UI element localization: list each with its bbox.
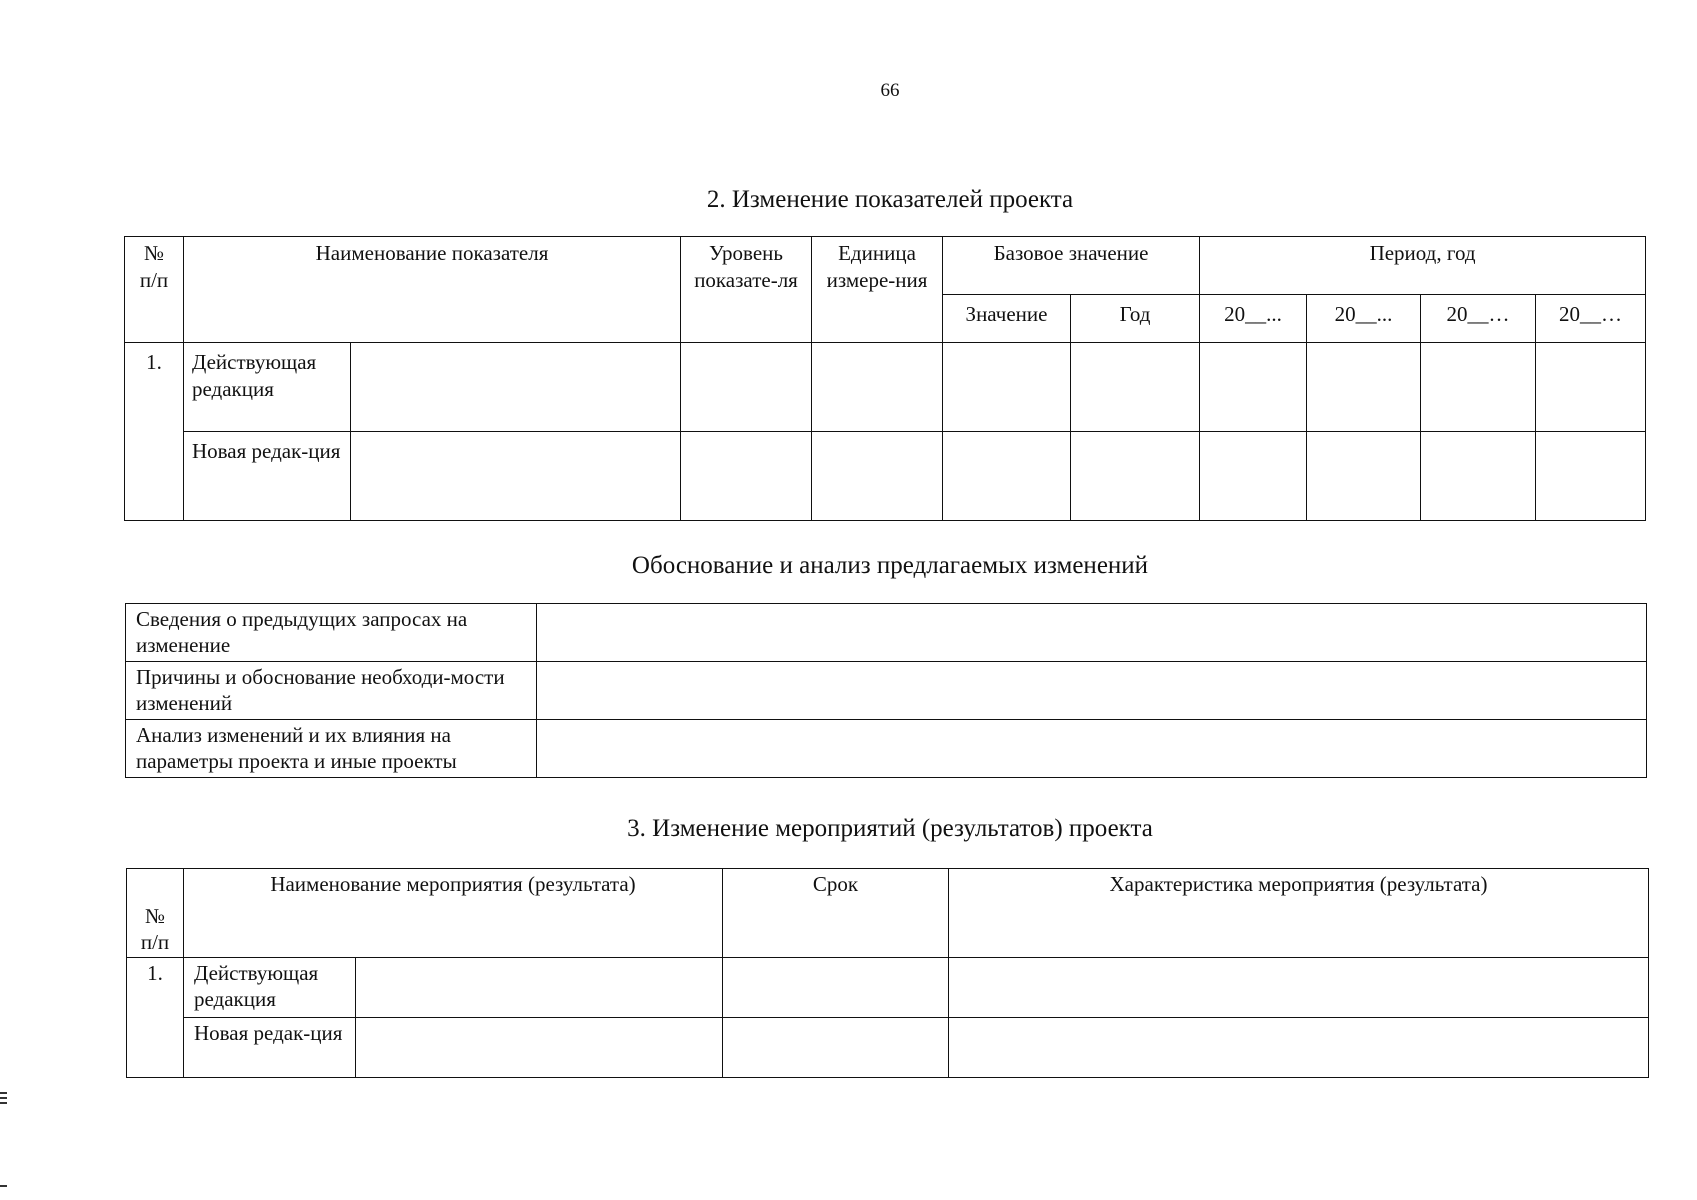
header-period: Период, год (1200, 237, 1646, 295)
row-label-current: Действующая редакция (184, 343, 351, 432)
page-number: 66 (880, 80, 900, 101)
row-label-new: Новая редак-ция (184, 432, 351, 521)
justification-title: Обоснование и анализ предлагаемых изменений (631, 552, 1149, 579)
header-period-year-3: 20__… (1421, 295, 1536, 343)
cell-period-1-current[interactable] (1200, 343, 1307, 432)
margin-mark (0, 1185, 7, 1187)
header-base-value: Базовое значение (943, 237, 1200, 295)
row-number: 1. (127, 958, 184, 1078)
justification-value-previous-requests[interactable] (537, 604, 1647, 662)
cell-term-current[interactable] (723, 958, 949, 1018)
section-2-title: 2. Изменение показателей проекта (706, 186, 1074, 213)
header-activity-name: Наименование мероприятия (результата) (184, 869, 723, 958)
cell-base-year-new[interactable] (1071, 432, 1200, 521)
justification-label-previous-requests: Сведения о предыдущих запросах на изменение (126, 604, 537, 662)
cell-period-1-new[interactable] (1200, 432, 1307, 521)
header-period-year-4: 20__… (1536, 295, 1646, 343)
cell-indicator-new[interactable] (351, 432, 681, 521)
cell-period-3-new[interactable] (1421, 432, 1536, 521)
header-unit: Единица измере-ния (812, 237, 943, 343)
cell-period-4-new[interactable] (1536, 432, 1646, 521)
margin-mark (0, 1092, 7, 1094)
cell-level-new[interactable] (681, 432, 812, 521)
cell-unit-new[interactable] (812, 432, 943, 521)
row-number: 1. (125, 343, 184, 521)
section-3-title: 3. Изменение мероприятий (результатов) проекта (627, 815, 1153, 842)
cell-activity-new[interactable] (356, 1018, 723, 1078)
cell-period-2-current[interactable] (1307, 343, 1421, 432)
header-term: Срок (723, 869, 949, 958)
margin-mark (0, 1102, 7, 1104)
justification-label-analysis: Анализ изменений и их влияния на параметры проекта и иные проекты (126, 720, 537, 778)
activities-table (126, 868, 1649, 1078)
cell-period-3-current[interactable] (1421, 343, 1536, 432)
header-activity-characteristic: Характеристика мероприятия (результата) (949, 869, 1649, 958)
header-indicator-name: Наименование показателя (184, 237, 681, 343)
indicators-table (124, 236, 1646, 521)
justification-value-analysis[interactable] (537, 720, 1647, 778)
header-period-year-2: 20__... (1307, 295, 1421, 343)
row-label-current: Действующая редакция (184, 958, 356, 1018)
row-label-new: Новая редак-ция (184, 1018, 356, 1078)
cell-base-value-new[interactable] (943, 432, 1071, 521)
cell-activity-current[interactable] (356, 958, 723, 1018)
cell-period-4-current[interactable] (1536, 343, 1646, 432)
header-number: № п/п (125, 237, 184, 343)
header-number: № п/п (127, 869, 184, 958)
margin-mark (0, 1097, 7, 1099)
header-indicator-level: Уровень показате-ля (681, 237, 812, 343)
cell-level-current[interactable] (681, 343, 812, 432)
header-period-year-1: 20__... (1200, 295, 1307, 343)
cell-unit-current[interactable] (812, 343, 943, 432)
cell-base-value-current[interactable] (943, 343, 1071, 432)
cell-period-2-new[interactable] (1307, 432, 1421, 521)
cell-indicator-current[interactable] (351, 343, 681, 432)
cell-characteristic-new[interactable] (949, 1018, 1649, 1078)
cell-base-year-current[interactable] (1071, 343, 1200, 432)
justification-label-reasons: Причины и обоснование необходи-мости изменений (126, 662, 537, 720)
header-base-value-year: Год (1071, 295, 1200, 343)
cell-term-new[interactable] (723, 1018, 949, 1078)
header-base-value-value: Значение (943, 295, 1071, 343)
justification-value-reasons[interactable] (537, 662, 1647, 720)
justification-table (125, 603, 1647, 778)
cell-characteristic-current[interactable] (949, 958, 1649, 1018)
